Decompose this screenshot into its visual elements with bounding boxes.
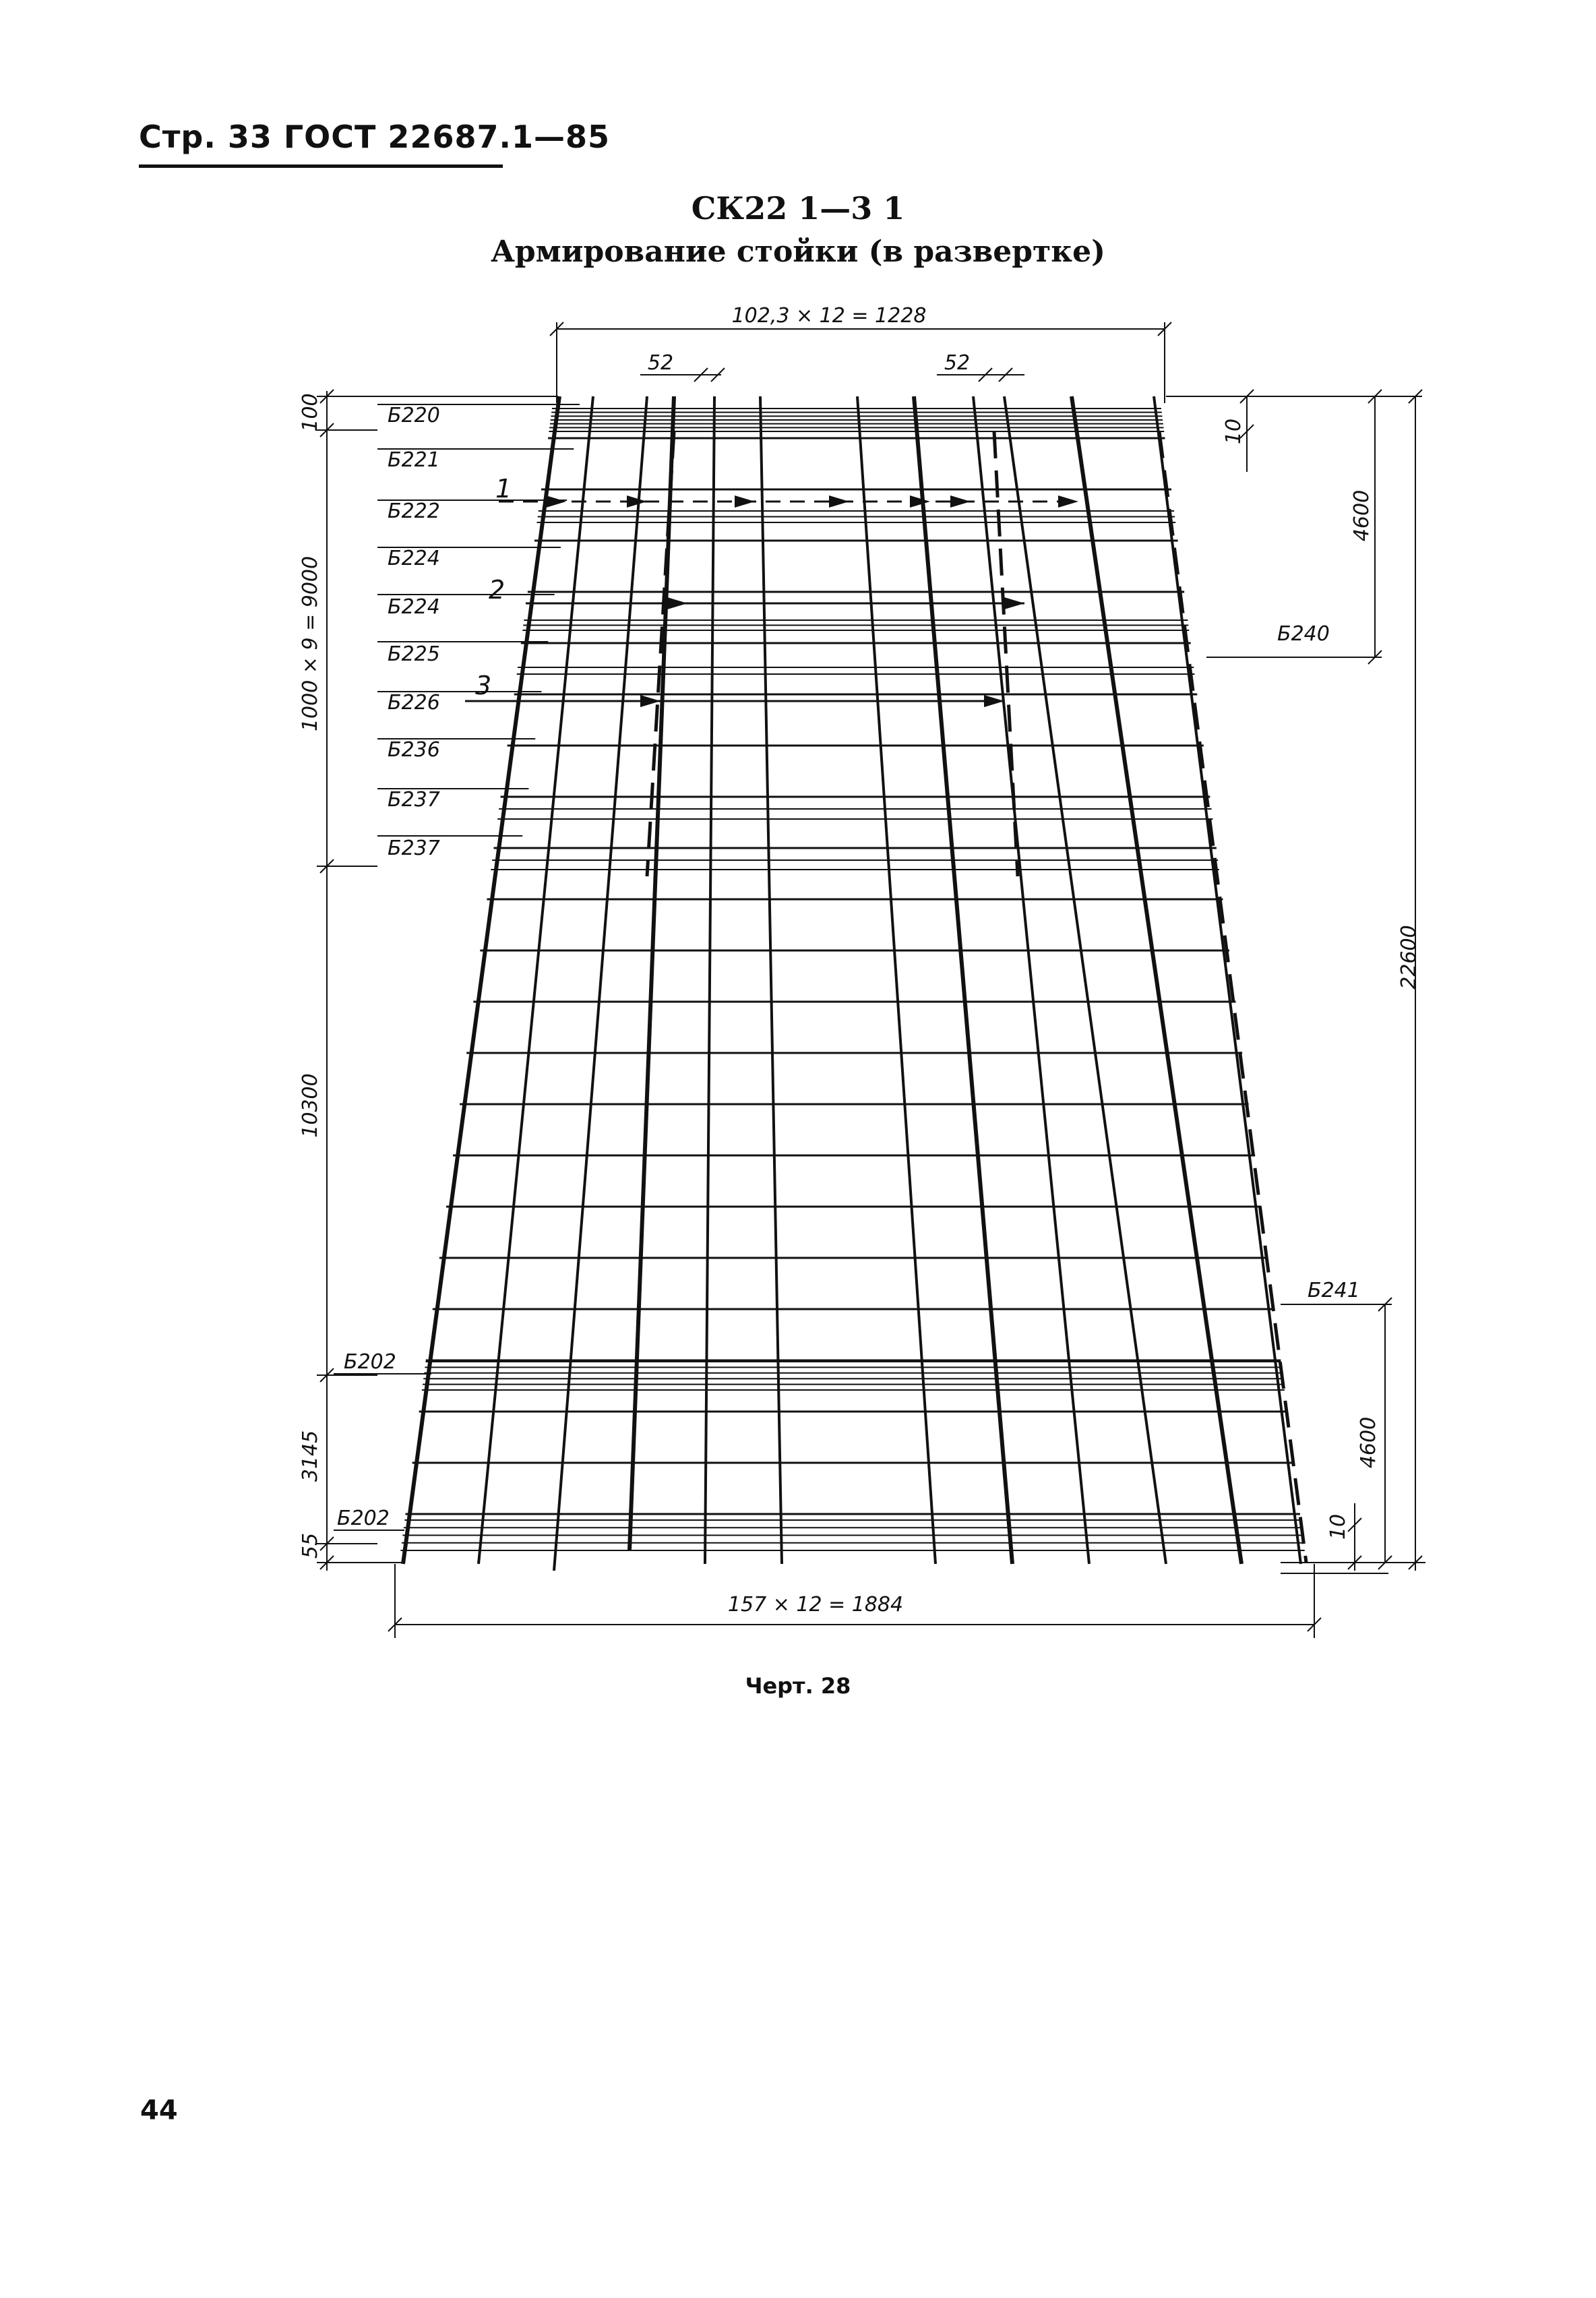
bar-label: Б220 xyxy=(388,404,440,427)
longitudinal-bar xyxy=(760,396,782,1564)
longitudinal-bar xyxy=(973,396,1089,1564)
dim-spacing-right: 52 xyxy=(944,351,971,375)
bar-label: Б237 xyxy=(388,837,440,860)
longitudinal-bar xyxy=(914,396,1012,1564)
dim-right-top-small: 10 xyxy=(1222,418,1246,445)
dashed-edge-bar xyxy=(1159,431,1306,1563)
dim-left-upper: 1000 × 9 = 9000 xyxy=(299,555,322,732)
drawing-title-code: СК22 1—3 1 xyxy=(691,190,905,226)
dim-right-top-zone: 4600 xyxy=(1350,489,1374,542)
dim-spacing-left: 52 xyxy=(647,351,674,375)
bar-label: Б202 xyxy=(344,1350,396,1374)
marker-3: 3 xyxy=(475,671,492,700)
bar-label: Б224 xyxy=(388,547,440,570)
arrow-head xyxy=(546,495,566,508)
bar-label: Б241 xyxy=(1308,1279,1360,1302)
arrow-head xyxy=(627,495,647,508)
longitudinal-bar xyxy=(705,396,714,1564)
dim-left-lower: 3145 xyxy=(299,1430,322,1482)
marker-2: 2 xyxy=(489,575,505,605)
bar-label: Б225 xyxy=(388,642,440,666)
dim-top-width: 102,3 × 12 = 1228 xyxy=(731,304,927,328)
bar-label: Б202 xyxy=(337,1507,390,1530)
bar-label: Б236 xyxy=(388,738,440,762)
dim-bottom-width: 157 × 12 = 1884 xyxy=(727,1593,904,1616)
drawing-title: Армирование стойки (в развертке) xyxy=(491,235,1105,269)
arrow-head xyxy=(667,597,687,609)
arrow-head xyxy=(735,495,755,508)
dim-left-bottom: 55 xyxy=(299,1532,322,1559)
page-header: Стр. 33 ГОСТ 22687.1—85 xyxy=(139,119,610,155)
longitudinal-bar xyxy=(857,396,935,1564)
rebar-grid xyxy=(400,396,1306,1571)
arrow-head xyxy=(1058,495,1078,508)
arrow-head xyxy=(1004,597,1024,609)
page-number: 44 xyxy=(140,2095,178,2126)
dim-right-bottom-small: 10 xyxy=(1326,1513,1350,1540)
bar-label: Б224 xyxy=(388,595,440,619)
longitudinal-bar xyxy=(554,396,647,1571)
bar-label: Б222 xyxy=(388,500,440,523)
dim-right-bottom-zone: 4600 xyxy=(1357,1416,1380,1469)
arrow-head xyxy=(984,695,1004,707)
arrow-head xyxy=(829,495,849,508)
figure-caption: Черт. 28 xyxy=(745,1673,851,1699)
arrow-head xyxy=(910,495,930,508)
dim-right-total: 22600 xyxy=(1397,925,1421,990)
bar-label: Б237 xyxy=(388,788,440,812)
longitudinal-bar xyxy=(630,396,674,1550)
longitudinal-bar xyxy=(1004,396,1166,1564)
bar-label: Б221 xyxy=(388,448,440,472)
longitudinal-bar xyxy=(1072,396,1241,1564)
arrow-head xyxy=(950,495,971,508)
marker-1: 1 xyxy=(495,474,512,504)
dim-left-top: 100 xyxy=(299,393,322,432)
bar-label: Б240 xyxy=(1277,622,1330,646)
bar-label: Б226 xyxy=(388,691,440,715)
dim-left-middle: 10300 xyxy=(299,1073,322,1138)
